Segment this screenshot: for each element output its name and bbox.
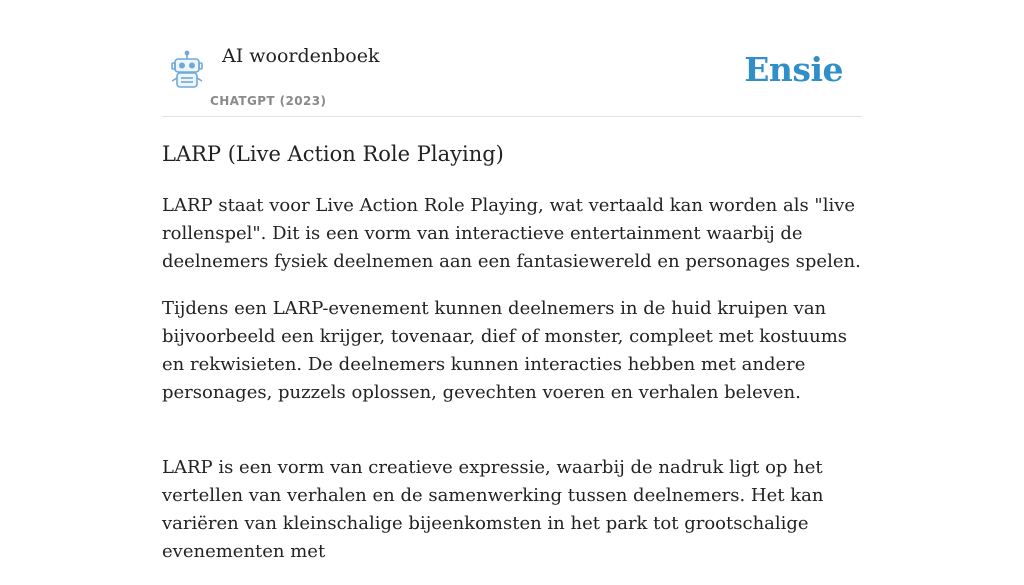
source-subtitle: CHATGPT (2023)	[210, 94, 327, 108]
source-header	[162, 0, 862, 117]
paragraph-2: Tijdens een LARP-evenement kunnen deelnemers in de huid kruipen van bijvoorbeeld een krijger, tovenaar, dief of monster, compleet met kostuums en rekwisieten. De deelnemers kunnen interacties hebben met andere personages, puzzels oplossen, gevechten voeren en verhalen beleven.	[162, 298, 848, 403]
robot-icon	[166, 50, 208, 92]
paragraph-3: LARP is een vorm van creatieve expressie, waarbij de nadruk ligt op het vertellen van verhalen en de samenwerking tussen deelnemers. Het kan variëren van kleinschalige bijeenkomsten in het park tot grootschalige evenementen met	[162, 457, 824, 562]
article	[162, 136, 862, 585]
spacer	[162, 426, 862, 454]
paragraph-1: LARP staat voor Live Action Role Playing, wat vertaald kan worden als "live rollenspel". Dit is een vorm van interactieve entertainment waarbij de deelnemers fysiek deelnemen aan een fantasiewereld en personages spelen.	[162, 195, 861, 272]
brand-logo-link[interactable]: Ensie	[744, 50, 843, 89]
term-title: LARP (Live Action Role Playing)	[162, 142, 504, 166]
source-name: AI woordenboek	[222, 45, 380, 67]
